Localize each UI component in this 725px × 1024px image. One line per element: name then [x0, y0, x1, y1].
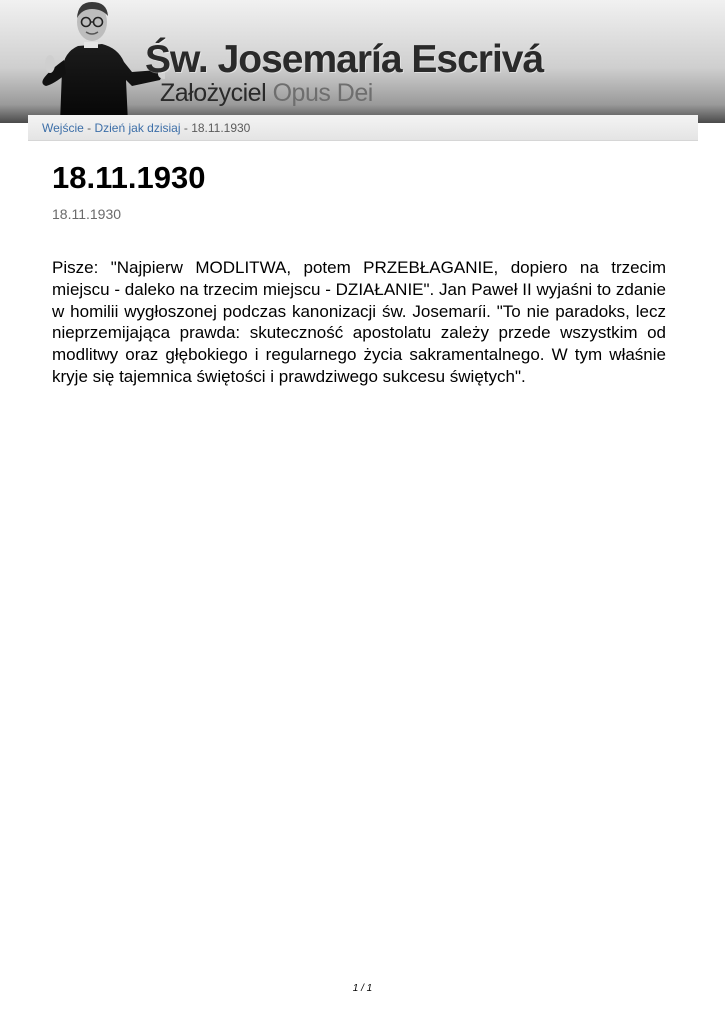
breadcrumb-section-link[interactable]: Dzień jak dzisiaj [94, 121, 181, 135]
breadcrumb-home-link[interactable]: Wejście [42, 121, 84, 135]
breadcrumb-current: 18.11.1930 [191, 121, 251, 135]
page-title: 18.11.1930 [52, 160, 206, 195]
page-number: 1 / 1 [352, 983, 373, 994]
site-subtitle [160, 79, 373, 108]
article-date: 18.11.1930 [52, 206, 122, 222]
breadcrumb-separator: - [180, 121, 192, 135]
breadcrumb [28, 115, 698, 141]
breadcrumb-separator: - [83, 121, 95, 135]
site-title: Św. Josemaría Escrivá [145, 38, 544, 81]
site-subtitle-founder: Założyciel [160, 79, 267, 107]
header-banner [0, 0, 725, 123]
article-body: Pisze: "Najpierw MODLITWA, potem PRZEBŁAGANIE, dopiero na trzecim miejscu - daleko na trzecim miejscu - DZIAŁANIE". Jan Paweł II wyjaśni to zdanie w homilii wygłoszonej podczas kanonizacji św. Josemaríi. "To nie paradoks, lecz nieprzemijająca prawda: skuteczność apostolatu zależy przede wszystkim od modlitwy oraz głębokiego i regularnego życia sakramentalnego. W tym właśnie kryje się tajemnica świętości i prawdziwego sukcesu świętych". [52, 258, 666, 386]
founder-portrait-icon [20, 0, 165, 123]
site-subtitle-opus-dei: Opus Dei [272, 79, 373, 107]
